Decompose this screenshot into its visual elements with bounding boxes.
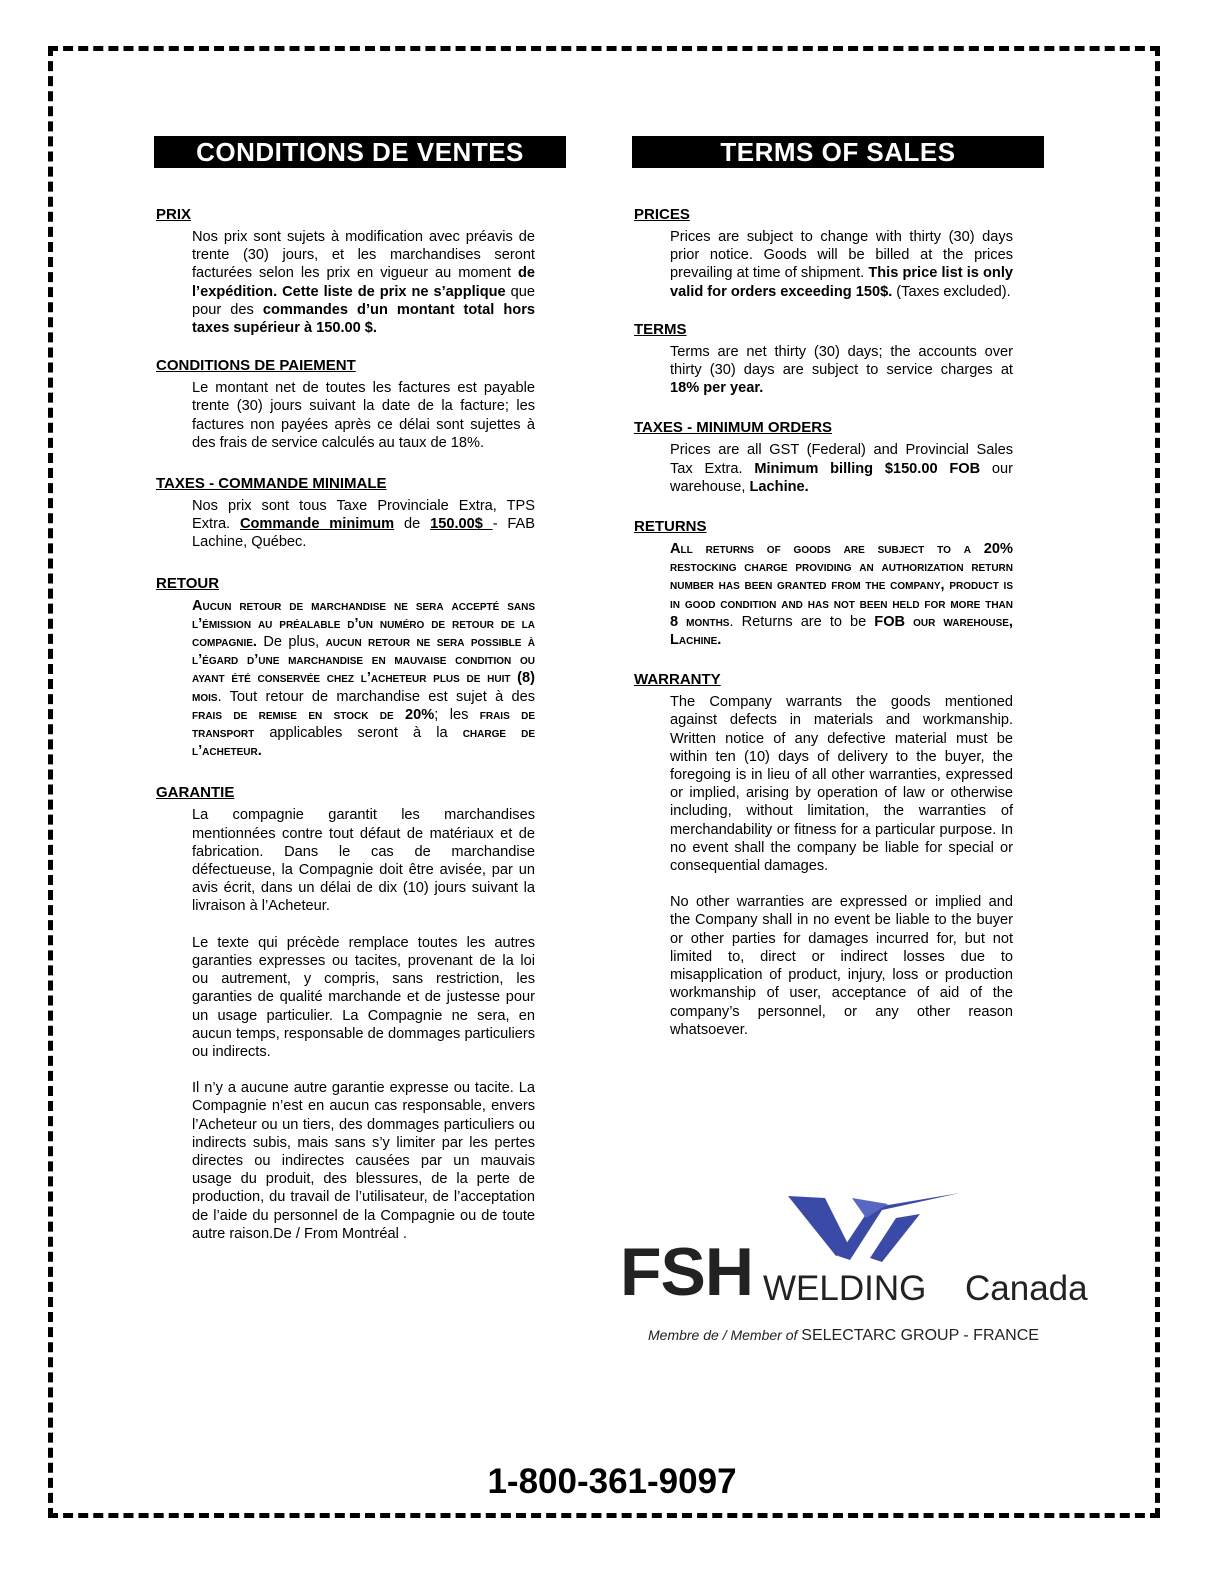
taxes-en-body: Prices are all GST (Federal) and Provincial Sales Tax Extra. Minimum billing $150.00 FOB our warehouse, Lachine. [670, 442, 1013, 495]
warranty-heading: WARRANTY [634, 671, 721, 689]
warranty-paragraph-1: The Company warrants the goods mentioned against defects in materials and workmanship. Written notice of any defective material must be within ten (10) days of delivery to the buyer, the foregoing is in lieu of all other warranties, expressed or implied, arising by operation of law or otherwise including, without limitation, the warranties of merchandability or fitness for a particular purpose. In no event shall the company be liable for special or consequential damages. [670, 694, 1013, 875]
phone-number: 1-800-361-9097 [487, 1462, 737, 1501]
taxes-en-heading: TAXES - MINIMUM ORDERS [634, 419, 833, 437]
prices-heading: PRICES [634, 206, 690, 223]
prix-body: Nos prix sont sujets à modification avec préavis de trente (30) jours, et les marchandises seront facturées selon les prix en vigueur au moment de l’expédition. Cette liste de prix ne s’applique que pour des commandes d’un montant total hors taxes supérieur à 150.00 $. [192, 229, 535, 337]
english-column [632, 136, 1044, 1039]
returns-body: All returns of goods are subject to a 20% restocking charge providing an authorization return number has been granted from the company, product is in good condition and has not been held for more than 8 months. Returns are to be FOB our warehouse, Lachine. [670, 541, 1013, 649]
logo-canada-text: Canada [965, 1269, 1088, 1308]
fsh-welding-logo [620, 1190, 1090, 1350]
paiement-heading: CONDITIONS DE PAIEMENT [156, 357, 356, 375]
logo-welding-text: WELDING [763, 1269, 927, 1308]
french-banner: CONDITIONS DE VENTES [154, 136, 566, 168]
terms-body: Terms are net thirty (30) days; the accounts over thirty (30) days are subject to service charges at 18% per year. [670, 343, 1013, 397]
garantie-body [192, 806, 535, 1242]
prix-heading: PRIX [156, 206, 192, 223]
garantie-paragraph-3: Il n’y a aucune autre garantie expresse ou tacite. La Compagnie n’est en aucun cas responsable, envers l’Acheteur ou un tiers, des dommages particuliers ou indirects subis, mais sans s’y limiter par les pertes directes ou indirectes causées par un mauvais usage du produit, des blessures, de la perte de production, du travail de l’utilisateur, de l’acceptation de l’aide du personnel de la Compagnie ou de toute autre raison.De / From Montréal . [192, 1080, 535, 1242]
prices-body: Prices are subject to change with thirty (30) days prior notice. Goods will be billed at the prices prevailing at time of shipment. This price list is only valid for orders exceeding 150$. (Taxes excluded). [670, 229, 1014, 300]
garantie-heading: GARANTIE [156, 784, 235, 802]
terms-heading: TERMS [634, 320, 687, 338]
retour-heading: RETOUR [156, 574, 220, 592]
garantie-paragraph-1: La compagnie garantit les marchandises mentionnées contre tout défaut de matériaux et de fabrication. Dans le cas de marchandise défectueuse, la Compagnie doit être avisée, par un avis écrit, dans un délai de dix (10) jours suivant la livraison à l’Acheteur. [192, 807, 535, 915]
garantie-paragraph-2: Le texte qui précède remplace toutes les autres garanties expresses ou tacites, provenant de la loi ou autrement, y compris, sans restriction, les garanties de qualité marchande et de justesse pour un usage particulier. La Compagnie ne sera, en aucun temps, responsable de dommages particuliers ou indirects. [192, 934, 535, 1060]
french-column [154, 136, 566, 1243]
paiement-body: Le montant net de toutes les factures est payable trente (30) jours suivant la date de la facture; les factures non payées après ce délai sont sujettes à des frais de service calculés au taux de 18%. [192, 380, 535, 451]
retour-body: Aucun retour de marchandise ne sera accepté sans l’émission au préalable d’un numéro de retour de la compagnie. De plus, aucun retour ne sera possible à l’égard d’une marchandise en mauvaise condition ou ayant été conservée chez l’acheteur plus de huit (8) mois. Tout retour de marchandise est sujet à des frais de remise en stock de 20%; les frais de transport applicables seront à la charge de l’acheteur. [192, 597, 536, 760]
english-banner: TERMS OF SALES [632, 136, 1044, 168]
logo-member-line: Membre de / Member of SELECTARC GROUP - FRANCE [648, 1327, 1039, 1344]
returns-heading: RETURNS [634, 518, 707, 536]
taxes-fr-body: Nos prix sont tous Taxe Provinciale Extra, TPS Extra. Commande minimum de 150.00$ - FAB Lachine, Québec. [192, 498, 535, 551]
logo-fsh-text: FSH [620, 1234, 753, 1310]
taxes-fr-heading: TAXES - COMMANDE MINIMALE [156, 475, 387, 493]
warranty-paragraph-2: No other warranties are expressed or implied and the Company shall in no event be liable to the buyer or other parties for damages incurred for, but not limited to, direct or indirect losses due to misapplication of product, injury, loss or production workmanship of user, acceptance of aid of the company’s personnel, or any other reason whatsoever. [670, 894, 1013, 1038]
warranty-body [670, 693, 1013, 1039]
